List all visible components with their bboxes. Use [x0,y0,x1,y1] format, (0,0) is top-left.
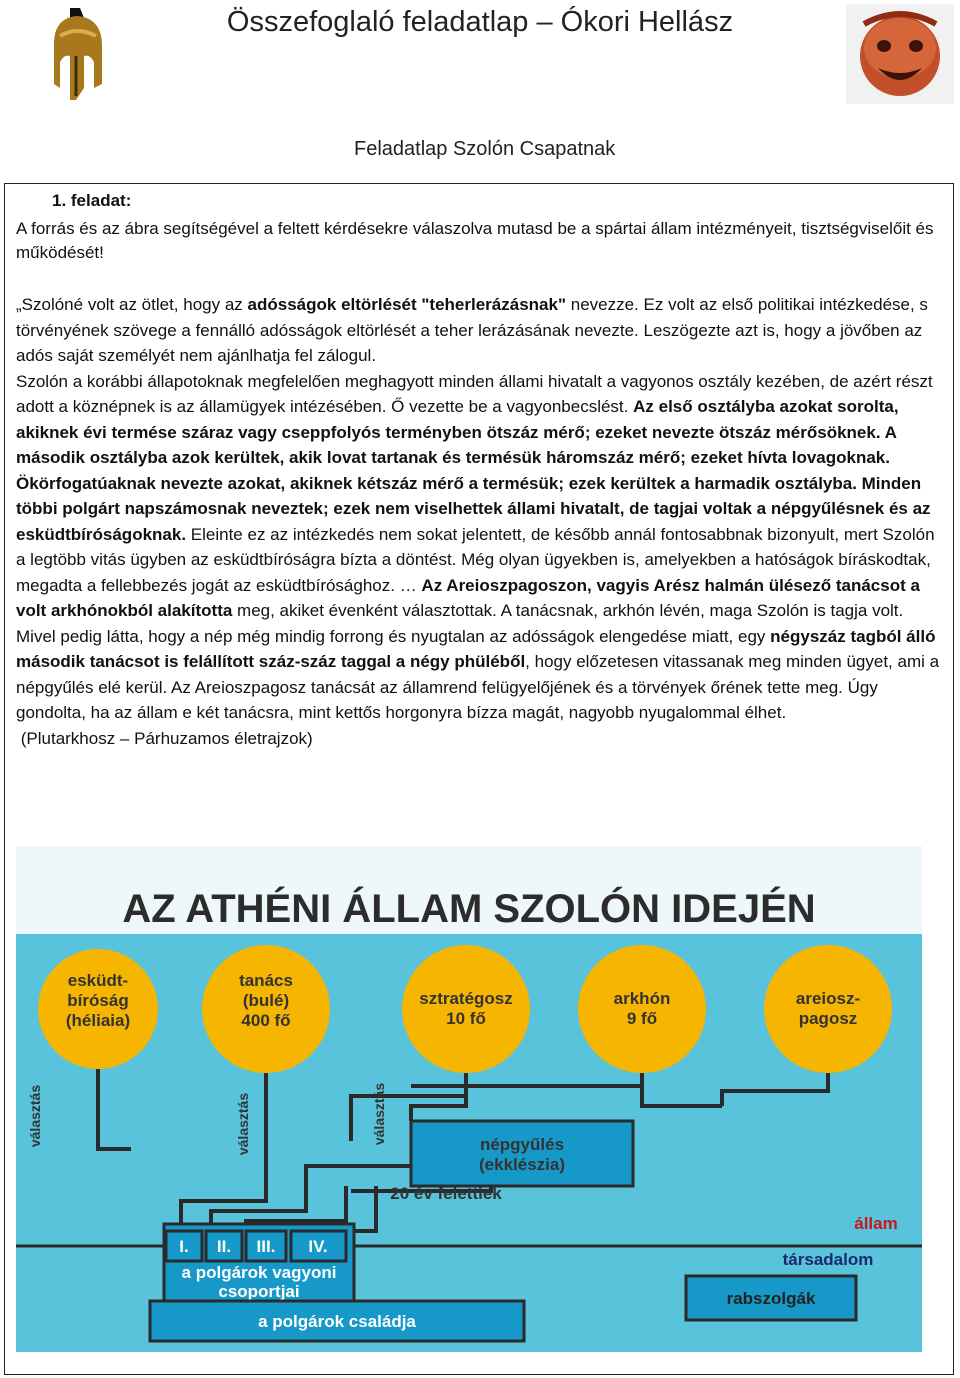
class-label: II. [216,1237,232,1256]
vote-label: választás [235,1092,251,1156]
circle-label: (héliaia) [65,1011,131,1030]
source-text-part: , hogy előzetesen vitassanak meg minden ügyet, ami a népgyűlés elé kerül. Az Areioszpagosz tanácsát az államrend felügyelőjének és a törvények őrének tette meg. Úgy gondolta, ha az állam e két tanácsra, mint kettős horgonyra bízza magát, nagyobb nyugalommal élhet. [16,652,944,722]
areopagus-circle [764,945,892,1073]
families-label: a polgárok családja [258,1312,416,1331]
source-citation: (Plutarkhosz – Párhuzamos életrajzok) [16,728,313,748]
archon-circle [578,945,706,1073]
theater-mask-icon [846,4,954,104]
slaves-box [686,1276,856,1320]
source-text-bold: Az első osztályba azokat sorolta, akiknek évi termése száraz vagy cseppfolyós terményben ötszáz mérő; ezeket nevezte ötszáz mérősöknek. A második osztályba azok kerültek, akik lovat tartanak és termésük háromszáz mérő; ezeket hívta lovagoknak. Ökörfogatúaknak nevezte azokat, akiknek kétszáz mérő a termésük; ezek kerültek a harmadik osztályba. Minden többi polgárt napszámosnak neveztek; ezek nem viselhettek állami hivatalt, de tagjai voltak a népgyűlésnek és az esküdtbíróságoknak. [16,397,936,544]
circle-label: pagosz [798,1009,858,1028]
source-text-part: „Szolóné volt az ötlet, hogy az [16,295,248,314]
circle-label: arkhón [613,989,671,1008]
task-instruction: A forrás és az ábra segítségével a feltett kérdésekre válaszolva mutasd be a spártai állam intézményeit, tisztségviselőit és működését! [16,219,934,262]
council-circle [202,945,330,1073]
circle-label: 10 fő [446,1009,486,1028]
class-label: I. [179,1237,189,1256]
page-title: Összefoglaló feladatlap – Ókori Hellász [226,6,734,38]
class-label: IV. [308,1237,328,1256]
vote-label: választás [371,1082,387,1146]
families-box [150,1301,524,1341]
wealth-groups-label: csoportjai [218,1282,300,1301]
wealth-groups-label: a polgárok vagyoni [181,1263,337,1282]
class-label: III. [256,1237,276,1256]
slaves-label: rabszolgák [726,1289,816,1308]
circle-label: areiosz- [795,989,861,1008]
circle-label: sztratégosz [419,989,513,1008]
vote-label: választás [27,1084,43,1148]
task-label: 1. feladat: [52,191,132,210]
source-text-part: nevezze. Ez volt az első politikai intézkedése, s törvényének szövege a fennálló adósságok eltörlését a teher lerázásának nevezte. Leszögezte azt is, hogy a jövőben az adós saját személyét nem ajánlhatja fel zálogul. Szolón a korábbi állapotoknak megfelelően meghagyott minden állami hivatalt a vagyonos osztály kezében, de azért részt adott a köznépnek is az államügyek intézésében. Ő vezette be a vagyonbecslést. [16,295,933,416]
circle-label: 9 fő [626,1009,658,1028]
circle-label: 400 fő [241,1011,291,1030]
athenian-state-diagram [16,846,922,1352]
court-circle [38,949,158,1069]
helmet-icon [40,4,114,104]
assembly-label: népgyűlés [479,1135,565,1154]
assembly-box [411,1121,633,1186]
circle-label: (bulé) [242,991,290,1010]
source-text-bold: adósságok eltörlését "teherlerázásnak" [247,295,567,314]
society-label: társadalom [782,1250,874,1269]
worksheet-subtitle: Feladatlap Szolón Csapatnak [354,138,616,160]
source-text-part: Eleinte ez az intézkedés nem sokat jelentett, de később annál fontosabbnak bizonyult, mert Szolón a legtöbb vitás ügyben az esküdtbíróságra bízta a döntést. Még olyan ügyekben is, amelyekben a hatóságok bíráskodtak, megadta a fellebbezés jogát az esküdtbírósághoz. … [16,524,940,595]
assembly-label: (ekklészia) [479,1155,565,1174]
source-text-bold: négyszáz tagból álló második tanácsot is felállított száz-száz taggal a négy phüléből [16,626,941,671]
source-text [16,292,946,751]
circle-label: bíróság [67,991,129,1010]
circle-label: esküdt- [67,971,129,990]
diagram-title: AZ ATHÉNI ÁLLAM SZOLÓN IDEJÉN [122,887,816,931]
source-text-part: meg, akiket évenként választottak. A tanácsnak, arkhón lévén, maga Szolón is tagja volt. Mivel pedig látta, hogy a nép még mindig forrong és nyugtalan az adósságok elengedése miatt, egy [16,601,908,646]
state-label: állam [854,1214,898,1233]
strategos-circle [402,945,530,1073]
age-label: 20 év felettiek [390,1184,502,1203]
circle-label: tanács [239,971,293,990]
source-text-bold: Az Areioszpagoszon, vagyis Arész halmán ülésező tanácsot a volt arkhónokból alakította [16,575,925,620]
